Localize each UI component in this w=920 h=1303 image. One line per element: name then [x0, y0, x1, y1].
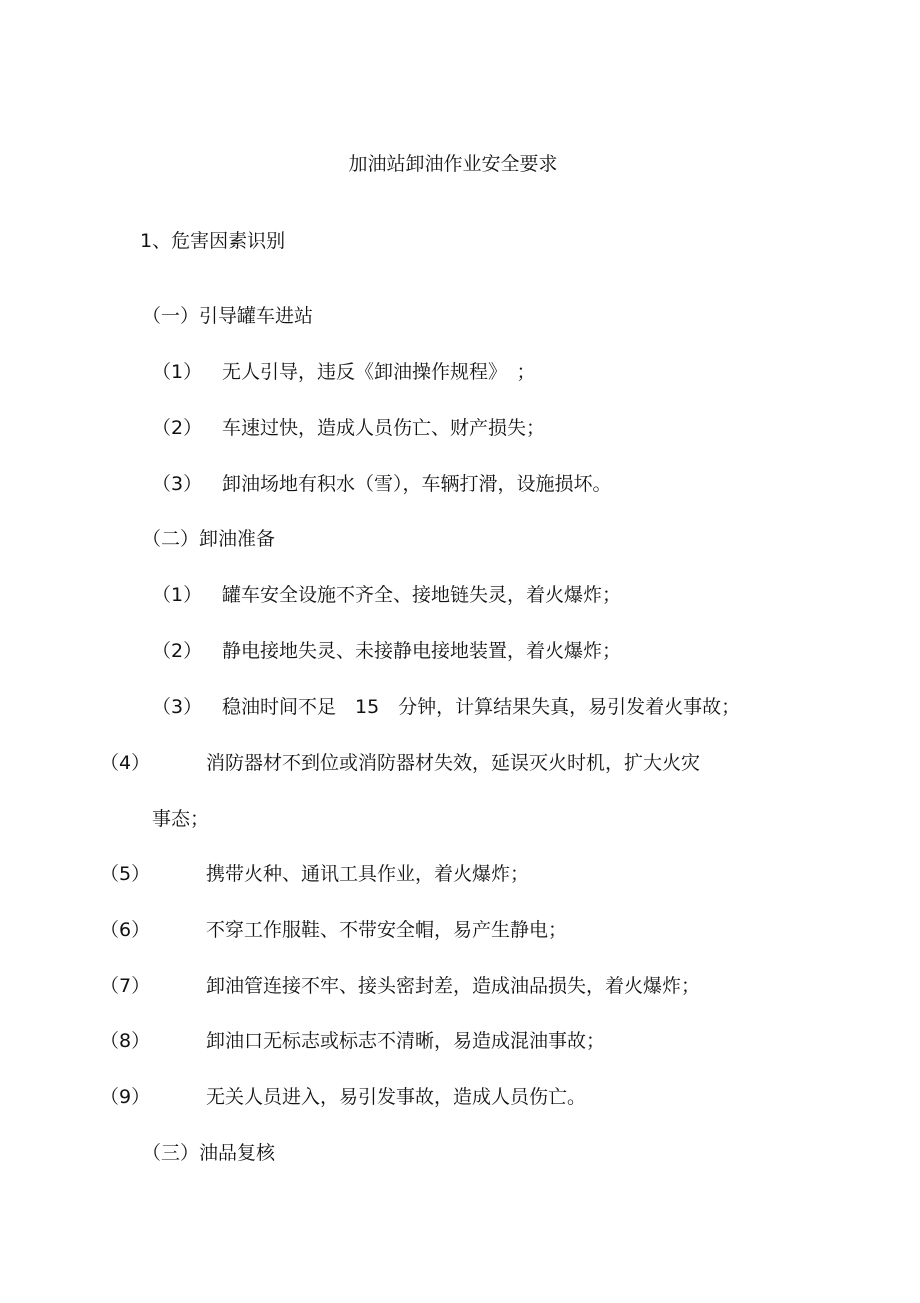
list-item [152, 416, 545, 440]
item-number: （3） [152, 473, 203, 495]
list-item [152, 472, 612, 496]
item-text: 卸油管连接不牢、接头密封差，造成油品损失，着火爆炸； [206, 975, 701, 997]
item-number: （9） [100, 1086, 151, 1108]
item-text: 卸油场地有积水（雪），车辆打滑，设施损坏。 [222, 473, 612, 495]
subsection-heading-2: （二）卸油准备 [142, 528, 276, 550]
item-text: 携带火种、通讯工具作业，着火爆炸； [206, 863, 530, 885]
list-item [100, 751, 700, 775]
item-text: 罐车安全设施不齐全、接地链失灵，着火爆炸； [222, 584, 622, 606]
list-item [152, 360, 536, 384]
item-text: 静电接地失灵、未接静电接地装置，着火爆炸； [222, 640, 622, 662]
item-number: （7） [100, 975, 151, 997]
item-text: 无人引导，违反《卸油操作规程》 ； [222, 361, 536, 383]
list-item [100, 974, 700, 998]
item-number: （2） [152, 417, 203, 439]
list-item [100, 1085, 586, 1109]
list-item [100, 862, 529, 886]
list-item [100, 1029, 605, 1053]
subsection-heading-1: （一）引导罐车进站 [142, 305, 314, 327]
item-text: 稳油时间不足 15 分钟，计算结果失真，易引发着火事故； [222, 696, 741, 718]
list-item [152, 583, 621, 607]
list-item [152, 695, 740, 719]
list-item [152, 639, 621, 663]
item-text: 不穿工作服鞋、不带安全帽，易产生静电； [206, 919, 568, 941]
subsection-heading-3: （三）油品复核 [142, 1142, 276, 1164]
item-number: （1） [152, 361, 203, 383]
list-item [100, 918, 567, 942]
item-number: （3） [152, 696, 203, 718]
item-number: （5） [100, 863, 151, 885]
item-number: （8） [100, 1030, 151, 1052]
item-number: （2） [152, 640, 203, 662]
item-number: （4） [100, 752, 151, 774]
document-title: 加油站卸油作业安全要求 [348, 153, 558, 175]
item-continuation: 事态； [152, 808, 210, 830]
section-heading: 1、危害因素识别 [140, 230, 286, 252]
item-text: 车速过快，造成人员伤亡、财产损失； [222, 417, 546, 439]
item-text: 无关人员进入，易引发事故，造成人员伤亡。 [206, 1086, 587, 1108]
item-number: （6） [100, 919, 151, 941]
item-text: 消防器材不到位或消防器材失效，延误灭火时机，扩大火灾 [206, 752, 701, 774]
item-number: （1） [152, 584, 203, 606]
item-text: 卸油口无标志或标志不清晰，易造成混油事故； [206, 1030, 606, 1052]
